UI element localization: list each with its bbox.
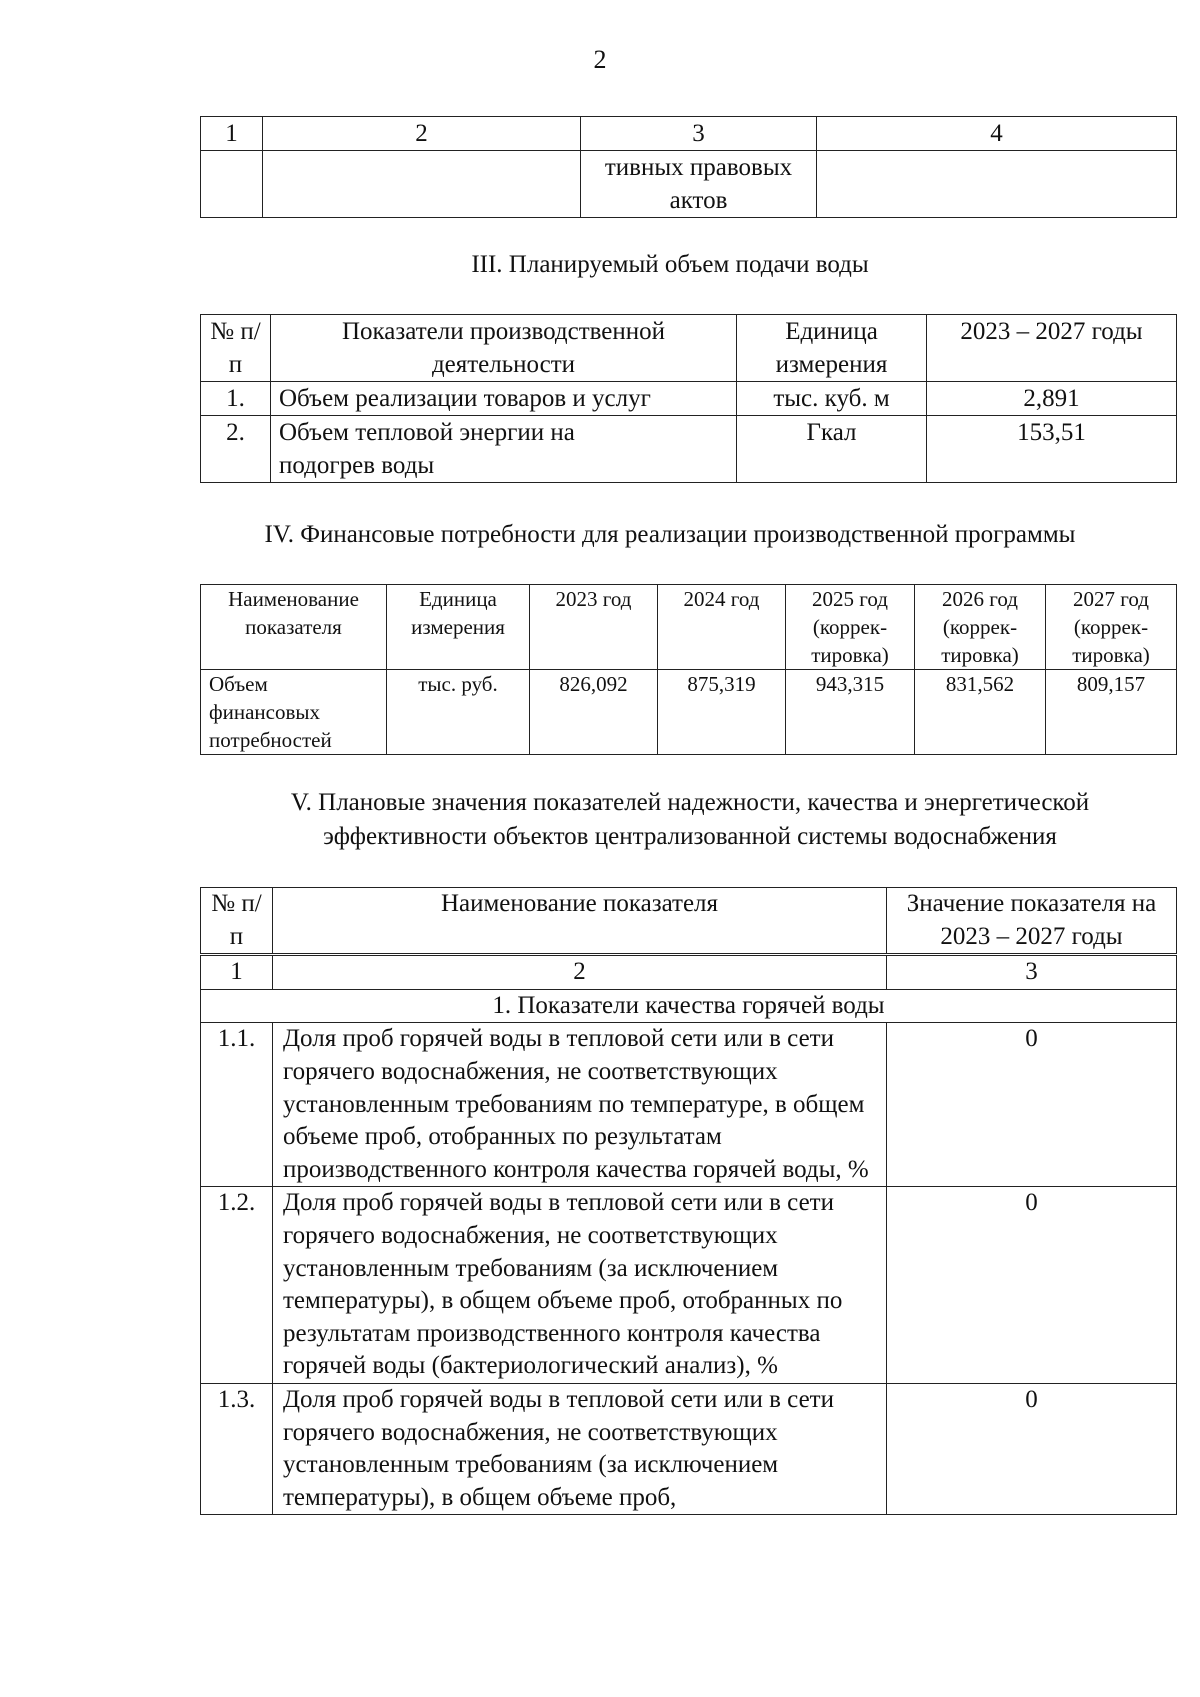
table-header-cell: 2025 год (коррек-тировка) — [786, 585, 915, 670]
table-header-cell: 2027 год (коррек-тировка) — [1046, 585, 1177, 670]
row-number: 1.3. — [201, 1383, 273, 1514]
indicator-name: Доля проб горячей воды в тепловой сети или в сети горячего водоснабжения, не соответствующих установленным требованиям (за исключением температуры), в общем объеме проб, отобранных по результатам производственного контроля качества горячей воды (бактериологический анализ), % — [273, 1187, 887, 1384]
row-number: 2. — [201, 416, 271, 483]
value: 153,51 — [927, 416, 1177, 483]
continuation-table — [200, 116, 1177, 218]
table-cell — [201, 151, 263, 218]
table-row — [201, 151, 1177, 218]
table-header-row — [201, 315, 1177, 382]
column-number: 2 — [273, 955, 887, 990]
table-header-cell: Наименование показателя — [201, 585, 387, 670]
value: 2,891 — [927, 382, 1177, 416]
table-row — [201, 1023, 1177, 1187]
performance-indicators-table — [200, 887, 1177, 1515]
section-4-title: IV. Финансовые потребности для реализации производственной программы — [264, 521, 1076, 548]
page-number: 2 — [593, 45, 607, 74]
table-header-cell: Значение показателя на 2023 – 2027 годы — [887, 888, 1177, 955]
table-header-cell: Показатели производственной деятельности — [271, 315, 737, 382]
table-cell: 3 — [581, 117, 817, 151]
indicator-name: Объем финансовых потребностей — [201, 670, 387, 755]
table-header-cell: 2024 год — [658, 585, 786, 670]
table-row — [201, 1383, 1177, 1514]
unit: Гкал — [737, 416, 927, 483]
group-title: 1. Показатели качества горячей воды — [201, 989, 1177, 1023]
value-2023: 826,092 — [530, 670, 658, 755]
table-cell: 2 — [263, 117, 581, 151]
value: 0 — [887, 1383, 1177, 1514]
group-title-row — [201, 989, 1177, 1023]
table-row — [201, 382, 1177, 416]
table-header-cell: Единица измерения — [387, 585, 530, 670]
table-header-cell: 2023 – 2027 годы — [927, 315, 1177, 382]
table-header-cell: Единица измерения — [737, 315, 927, 382]
indicator-name: Доля проб горячей воды в тепловой сети или в сети горячего водоснабжения, не соответствующих установленным требованиям (за исключением температуры), в общем объеме проб, — [273, 1383, 887, 1514]
indicator-name: Объем реализации товаров и услуг — [271, 382, 737, 416]
value-2027: 809,157 — [1046, 670, 1177, 755]
column-number: 1 — [201, 955, 273, 990]
column-number-row — [201, 955, 1177, 990]
table-header-row — [201, 585, 1177, 670]
row-number: 1.1. — [201, 1023, 273, 1187]
table-row — [201, 670, 1177, 755]
table-header-row — [201, 117, 1177, 151]
table-cell — [817, 151, 1177, 218]
indicator-name: Доля проб горячей воды в тепловой сети или в сети горячего водоснабжения, не соответствующих установленным требованиям по температуре, в общем объеме проб, отобранных по результатам производственного контроля качества горячей воды, % — [273, 1023, 887, 1187]
unit: тыс. куб. м — [737, 382, 927, 416]
value-2024: 875,319 — [658, 670, 786, 755]
value-2026: 831,562 — [915, 670, 1046, 755]
table-cell: 1 — [201, 117, 263, 151]
column-number: 3 — [887, 955, 1177, 990]
table-header-cell: 2023 год — [530, 585, 658, 670]
table-row — [201, 1187, 1177, 1384]
table-header-cell: Наименование показателя — [273, 888, 887, 955]
unit: тыс. руб. — [387, 670, 530, 755]
table-header-cell: 2026 год (коррек-тировка) — [915, 585, 1046, 670]
table-cell — [263, 151, 581, 218]
value: 0 — [887, 1023, 1177, 1187]
table-header-cell: № п/п — [201, 315, 271, 382]
table-header-cell: № п/п — [201, 888, 273, 955]
table-header-row — [201, 888, 1177, 955]
water-supply-table — [200, 314, 1177, 483]
section-5-title: V. Плановые значения показателей надежности, качества и энергетической эффективности объектов централизованной системы водоснабжения — [290, 789, 1090, 850]
value: 0 — [887, 1187, 1177, 1384]
table-row — [201, 416, 1177, 483]
section-3-title: III. Планируемый объем подачи воды — [471, 251, 869, 278]
row-number: 1. — [201, 382, 271, 416]
financial-needs-table — [200, 584, 1177, 755]
value-2025: 943,315 — [786, 670, 915, 755]
table-cell: 4 — [817, 117, 1177, 151]
table-cell: тивных правовых актов — [581, 151, 817, 218]
indicator-name: Объем тепловой энергии на подогрев воды — [271, 416, 737, 483]
row-number: 1.2. — [201, 1187, 273, 1384]
